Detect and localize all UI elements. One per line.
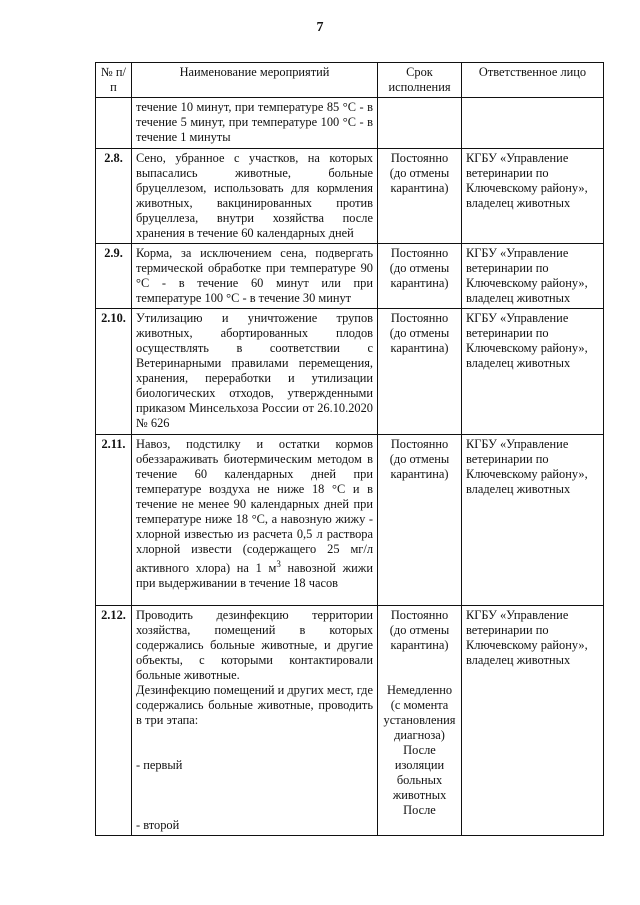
table-row <box>96 606 604 836</box>
row-name-text: Навоз, подстилку и остатки кормов обеззараживать биотермическим методом в течение 60 календарных дней при температуре воздуха не ниже 18 °С и в течение не менее 90 календарных дней при температуре ниже 18 °С, а навозную жижу - хлорной известью из расчета 0,5 л раствора хлорной извести (содержащего 25 мг/л активного хлора) на 1 м <box>136 437 373 576</box>
header-responsible: Ответственное лицо <box>462 63 604 98</box>
row-name: Сено, убранное с участков, на которых выпасались животные, больные бруцеллезом, использовать для кормления животных, вакцинированных против бруцеллеза, внутри хозяйства после хранения в течение 60 календарных дней <box>132 149 378 244</box>
table-row <box>96 98 604 149</box>
row-responsible: КГБУ «Управление ветеринарии по Ключевскому району», владелец животных <box>462 244 604 309</box>
row-name-paragraph: Проводить дезинфекцию территории хозяйства, помещений в которых содержались больные животные, и другие объекты, с которыми контактировали больные животные. <box>136 608 373 682</box>
row-responsible: КГБУ «Управление ветеринарии по Ключевскому району», владелец животных <box>462 309 604 435</box>
row-responsible: КГБУ «Управление ветеринарии по Ключевскому району», владелец животных <box>462 606 604 836</box>
header-term: Срок исполнения <box>378 63 462 98</box>
term-main: Постоянно (до отмены карантина) <box>389 608 450 652</box>
row-num: 2.11. <box>96 435 132 606</box>
term-second-stage: После изоляции больных животных <box>392 743 447 802</box>
term-first-stage: Немедленно (с момента установления диагноза) <box>383 683 456 742</box>
row-name <box>132 606 378 836</box>
row-name <box>132 435 378 606</box>
row-term <box>378 98 462 149</box>
header-num: № п/п <box>96 63 132 98</box>
spacer <box>136 773 373 803</box>
row-responsible: КГБУ «Управление ветеринарии по Ключевскому району», владелец животных <box>462 149 604 244</box>
row-term: Постоянно (до отмены карантина) <box>378 149 462 244</box>
table-header-row <box>96 63 604 98</box>
term-third-stage: После <box>403 803 436 817</box>
superscript-3: 3 <box>276 559 281 569</box>
table-row <box>96 244 604 309</box>
row-num: 2.10. <box>96 309 132 435</box>
table-row <box>96 435 604 606</box>
row-responsible: КГБУ «Управление ветеринарии по Ключевскому району», владелец животных <box>462 435 604 606</box>
header-name: Наименование мероприятий <box>132 63 378 98</box>
row-term: Постоянно (до отмены карантина) <box>378 435 462 606</box>
spacer <box>136 728 373 758</box>
row-name: Корма, за исключением сена, подвергать термической обработке при температуре 90 °С - в течение 60 минут или при температуре 100 °С - в течение 30 минут <box>132 244 378 309</box>
row-responsible <box>462 98 604 149</box>
row-num: 2.9. <box>96 244 132 309</box>
stage-first: - первый <box>136 758 183 772</box>
row-term <box>378 606 462 836</box>
row-name-paragraph: Дезинфекцию помещений и других мест, где содержались больные животные, проводить в три этапа: <box>136 683 373 727</box>
page-number: 7 <box>316 20 324 35</box>
row-name: Утилизацию и уничтожение трупов животных, абортированных плодов осуществлять в соответствии с Ветеринарными правилами перемещения, хранения, переработки и утилизации биологических отходов, утвержденными приказом Минсельхоза России от 26.10.2020 № 626 <box>132 309 378 435</box>
row-num: 2.8. <box>96 149 132 244</box>
row-num: 2.12. <box>96 606 132 836</box>
row-name-text-end: навозной жижи при выдерживании в течение 18 часов <box>136 561 373 591</box>
measures-table <box>95 62 604 836</box>
row-term: Постоянно (до отмены карантина) <box>378 244 462 309</box>
table-row <box>96 309 604 435</box>
stage-second: - второй <box>136 818 180 832</box>
row-name: течение 10 минут, при температуре 85 °С - в течение 5 минут, при температуре 100 °С - в течение 1 минуты <box>132 98 378 149</box>
table-row <box>96 149 604 244</box>
spacer <box>136 803 373 818</box>
row-term: Постоянно (до отмены карантина) <box>378 309 462 435</box>
row-num <box>96 98 132 149</box>
